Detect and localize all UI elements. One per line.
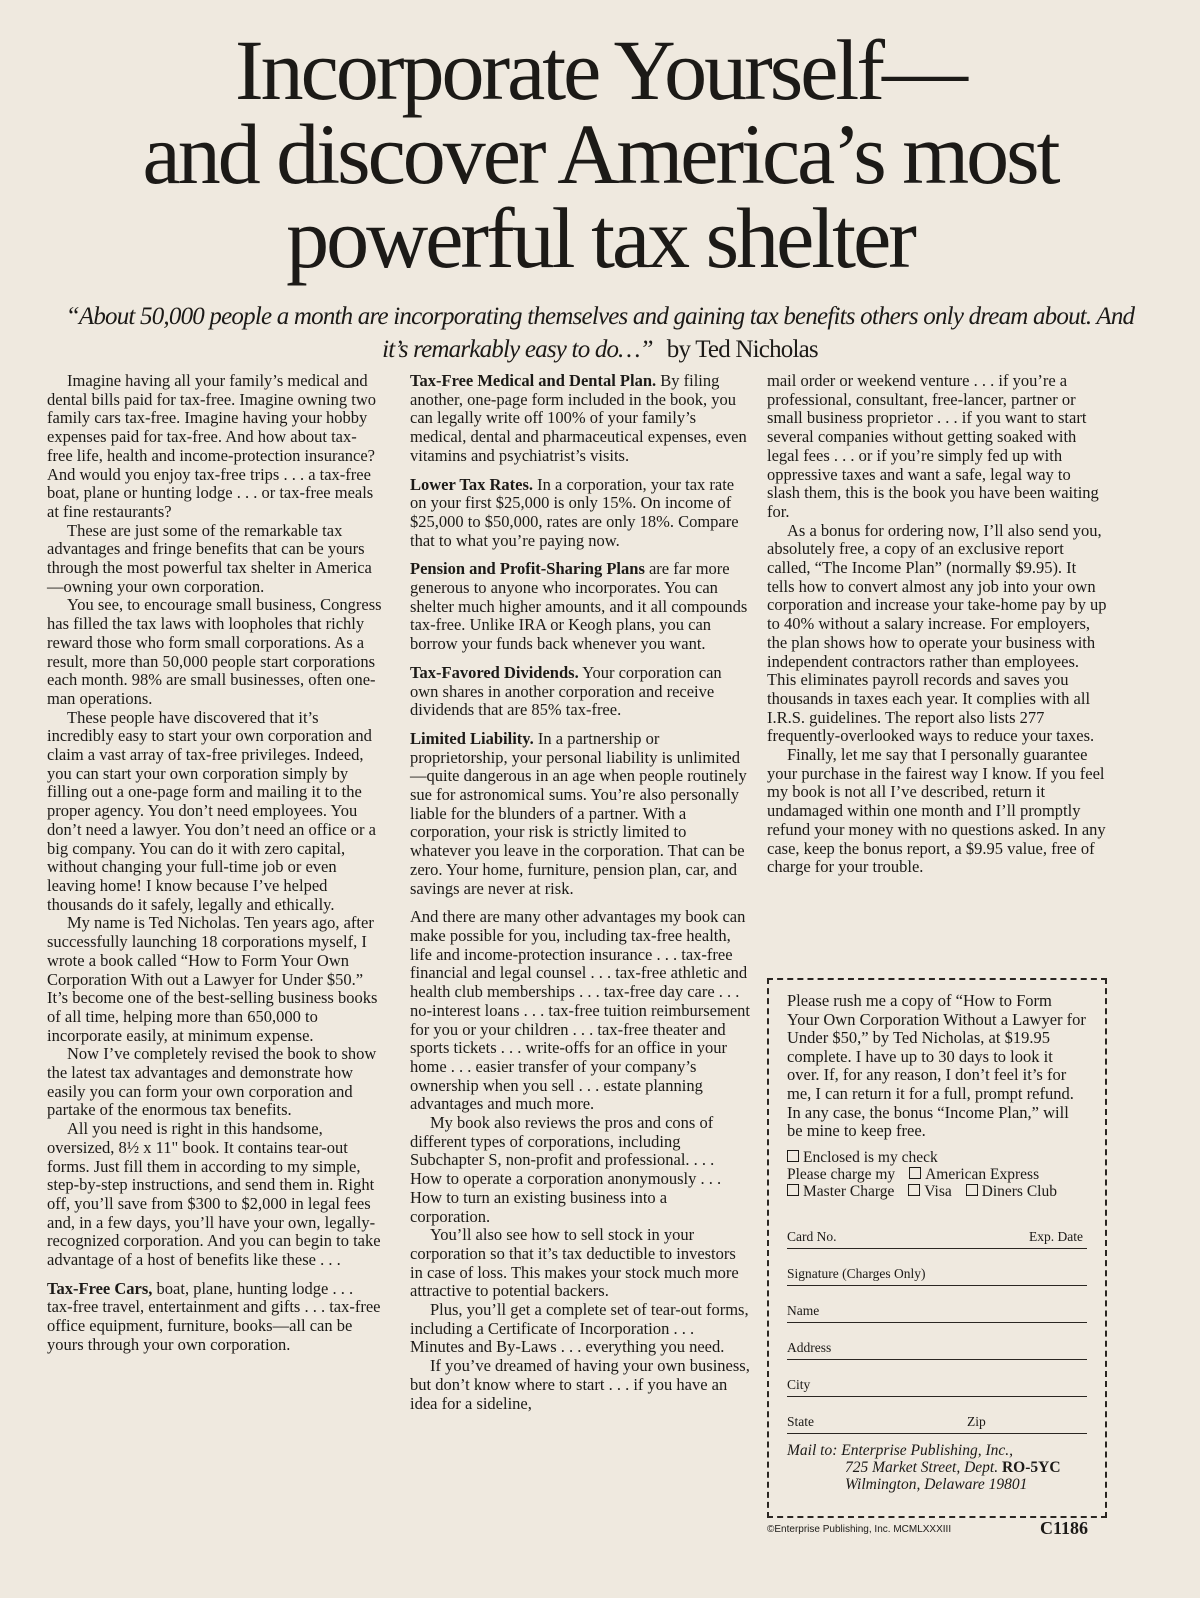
paragraph: You’ll also see how to sell stock in your corporation so that it’s tax deductible to investors in case of loss. This makes your stock much more attractive to potential backers. — [410, 1225, 739, 1301]
section-limited-liability — [410, 730, 750, 898]
run-in-heading: Lower Tax Rates. — [410, 474, 533, 494]
checkbox[interactable] — [787, 1150, 799, 1162]
zip-label: Zip — [967, 1413, 986, 1429]
paragraph: And there are many other advantages my book can make possible for you, including tax-free health, life and income-protection insurance . . . tax-free financial and legal counsel . . . tax-free athletic and health club memberships . . . tax-free day care . . . no-interest loans . . . tax-free tuition reimbursement for you or your children . . . tax-free theater and sports tickets . . . write-offs for an office in your home . . . easier transfer of your company’s ownership when you sell . . . estate planning advantages and much more. — [410, 907, 750, 1114]
mail-to-label: Mail to: — [787, 1441, 838, 1459]
paragraph-text: In a partnership or proprietorship, your personal liability is unlimited—quite dangerous in an age when people routinely sue for astronomical sums. You’re also personally liable for the blunders of a partner. With a corporation, your risk is strictly limited to whatever you leave in the corporation. That can be zero. Your home, furniture, pension plan, car, and savings are never at risk. — [410, 728, 747, 898]
address-label: Address — [787, 1339, 832, 1355]
paragraph-text: By filing another, one-page form included in the book, you can legally write off 100% of your family’s medical, dental and pharmaceutical expenses, even vitamins and psychiatrist’s visits. — [410, 371, 747, 465]
paragraph: Imagine having all your family’s medical and dental bills paid for tax-free. Imagine owning two family cars tax-free. Imagine having your hobby expenses paid for tax-free. And how about tax-free life, health and income-protection insurance? And would you enjoy tax-free trips . . . a tax-free boat, plane or hunting lodge . . . or tax-free meals at fine restaurants? — [47, 371, 376, 521]
headline-line-2: and discover America’s most — [142, 106, 1058, 202]
paragraph: Finally, let me say that I personally guarantee your purchase in the fairest way I know. If you feel my book is not all I’ve described, return it undamaged within one month and I’ll promptly refund your money with no questions asked. In any case, keep the bonus report, a $9.95 value, free of charge for your trouble. — [767, 745, 1106, 877]
paragraph: My name is Ted Nicholas. Ten years ago, after successfully launching 18 corporations myself, I wrote a book called “How to Form Your Own Corporation With out a Lawyer for Under $50.” It’s become one of the best-selling business books of all time, helping more than 650,000 to incorporate easily, at minimum expense. — [47, 913, 378, 1045]
mailing-address — [787, 1442, 1087, 1493]
charge-options-row — [787, 1166, 1087, 1183]
headline — [60, 22, 1140, 286]
signature-field[interactable] — [787, 1253, 1087, 1286]
paragraph: These people have discovered that it’s incredibly easy to start your own corporation and claim a vast array of tax-free privileges. Indeed, you can start your own corporation simply by filling out a one-page form and mailing it to the proper agency. You don’t need employees. You don’t need a lawyer. You don’t need an office or a big company. You can do it with zero capital, without changing your full-time job or even leaving home! I know because I’ve helped thousands do it safely, legally and ethically. — [47, 707, 377, 914]
byline: by Ted Nicholas — [666, 336, 818, 363]
run-in-heading: Tax-Free Cars, — [47, 1278, 153, 1298]
paragraph: As a bonus for ordering now, I’ll also send you, absolutely free, a copy of an exclusive report called, “The Income Plan” (normally $9.95). It tells how to convert almost any job into your own corporation and increase your take-home pay by up to 40% without a salary increase. For employers, the plan shows how to operate your business with independent contractors rather than employees. This eliminates payroll records and saves you thousands in taxes each year. It complies with all I.R.S. guidelines. The report also lists 277 frequently-overlooked ways to reduce your taxes. — [767, 520, 1107, 746]
city-field[interactable] — [787, 1364, 1087, 1397]
order-coupon — [767, 978, 1107, 1518]
paragraph: All you need is right in this handsome, oversized, 8½ x 11" book. It contains tear-out forms. Just fill them in according to my simple, step-by-step instructions, and send them in. Right off, you’ll save from $300 to $2,000 in legal fees and, in a few days, you’ll have your own, legally-recognized corporation. And you can begin to take advantage of a host of benefits like these . . . — [47, 1119, 381, 1270]
street-line — [787, 1459, 1087, 1476]
body-column-2 — [410, 372, 750, 1413]
section-medical-plan — [410, 372, 750, 466]
city-label: City — [787, 1376, 811, 1392]
visa-checkbox[interactable] — [908, 1184, 920, 1196]
payment-options — [787, 1149, 1087, 1200]
paragraph: My book also reviews the pros and cons of different types of corporations, including Subchapter S, non-profit and professional. . . . How to operate a corporation anonymously . . . How to turn an existing business into a corporation. — [410, 1113, 722, 1226]
amex-label: American Express — [925, 1165, 1040, 1183]
headline-line-3: powerful tax shelter — [286, 190, 914, 286]
body-column-3 — [767, 372, 1107, 877]
subhead-quote: “About 50,000 people a month are incorporating themselves and gaining tax benefits others only dream about. And it’s remarkably easy to do…” — [65, 303, 1135, 363]
paragraph-tax-free-cars — [47, 1280, 382, 1355]
dept-code: RO-5YC — [1001, 1458, 1061, 1476]
paragraph-text: boat, plane, hunting lodge . . . tax-free travel, entertainment and gifts . . . tax-free office equipment, furniture, books—all can be yours through your own corporation. — [47, 1278, 381, 1354]
run-in-heading: Pension and Profit-Sharing Plans — [410, 559, 645, 579]
run-in-heading: Tax-Favored Dividends. — [410, 662, 579, 682]
card-number-field[interactable] — [787, 1216, 1087, 1249]
state-label: State — [787, 1413, 814, 1429]
headline-line-1: Incorporate Yourself— — [235, 22, 965, 118]
visa-label: Visa — [924, 1182, 952, 1200]
paragraph-text: are far more generous to anyone who incorporates. You can shelter much higher amounts, and it all compounds tax-free. Unlike IRA or Keogh plans, you can borrow your funds back whenever you want. — [410, 559, 748, 654]
run-in-heading: Limited Liability. — [410, 728, 534, 748]
mastercharge-label: Master Charge — [803, 1182, 895, 1200]
paragraph: These are just some of the remarkable tax advantages and fringe benefits that can be yours through the most powerful tax shelter in America—owning your own corporation. — [47, 520, 372, 596]
paragraph: Now I’ve completely revised the book to show the latest tax advantages and demonstrate how easily you can form your own corporation and partake of the enormous tax benefits. — [47, 1044, 377, 1120]
paragraph-text: Your corporation can own shares in another corporation and receive dividends that are 85% tax-free. — [410, 662, 722, 720]
signature-label: Signature (Charges Only) — [787, 1265, 926, 1281]
coupon-order-text: Please rush me a copy of “How to Form Your Own Corporation Without a Lawyer for Under $50,” by Ted Nicholas, at $19.95 complete. I have up to 30 days to look it over. If, for any reason, I don’t feel it’s for me, I can return it for a full, prompt refund. In any case, the bonus “Income Plan,” will be mine to keep free. — [787, 991, 1086, 1141]
body-column-1 — [47, 372, 382, 1355]
check-label: Enclosed is my check — [803, 1148, 938, 1166]
section-dividends — [410, 664, 750, 720]
diners-checkbox[interactable] — [966, 1184, 978, 1196]
state-zip-field[interactable] — [787, 1401, 1087, 1434]
ad-code: C1186 — [1040, 1518, 1089, 1538]
diners-label: Diners Club — [981, 1182, 1057, 1200]
paragraph: Plus, you’ll get a complete set of tear-out forms, including a Certificate of Incorporation . . . Minutes and By-Laws . . . everything you need. — [410, 1300, 749, 1357]
mastercharge-checkbox[interactable] — [787, 1184, 799, 1196]
exp-date-label: Exp. Date — [1029, 1228, 1083, 1244]
name-field[interactable] — [787, 1290, 1087, 1323]
paragraph-text: In a corporation, your tax rate on your first $25,000 is only 15%. On income of $25,000 to $50,000, rates are only 18%. Compare that to what you’re paying now. — [410, 474, 739, 550]
section-lower-tax-rates — [410, 476, 750, 551]
charge-label: Please charge my — [787, 1165, 896, 1183]
card-options-row — [787, 1183, 1087, 1200]
city-state-line: Wilmington, Delaware 19801 — [845, 1475, 1028, 1493]
subhead — [60, 300, 1140, 366]
card-number-label: Card No. — [787, 1228, 837, 1244]
address-field[interactable] — [787, 1327, 1087, 1360]
run-in-heading: Tax-Free Medical and Dental Plan. — [410, 371, 657, 390]
name-label: Name — [787, 1302, 820, 1318]
company-name: Enterprise Publishing, Inc., — [841, 1441, 1014, 1459]
amex-checkbox[interactable] — [909, 1167, 921, 1179]
paragraph: mail order or weekend venture . . . if you’re a professional, consultant, free-lancer, partner or small business proprietor . . . if you want to start several companies without getting soaked with legal fees . . . or if you’re simply fed up with oppressive taxes and want a safe, legal way to slash them, this is the book you have been waiting for. — [767, 371, 1099, 521]
copyright: ©Enterprise Publishing, Inc. MCMLXXXIII — [767, 1524, 952, 1535]
paragraph: If you’ve dreamed of having your own business, but don’t know where to start . . . if you have an idea for a sideline, — [410, 1356, 750, 1413]
paragraph: You see, to encourage small business, Congress has filled the tax laws with loopholes that richly reward those who form small corporations. As a result, more than 50,000 people start corporations each month. 98% are small businesses, often one-man operations. — [47, 595, 382, 708]
check-option[interactable] — [787, 1149, 1087, 1166]
section-pension-plans — [410, 560, 750, 654]
street: 725 Market Street, Dept. — [845, 1458, 999, 1476]
